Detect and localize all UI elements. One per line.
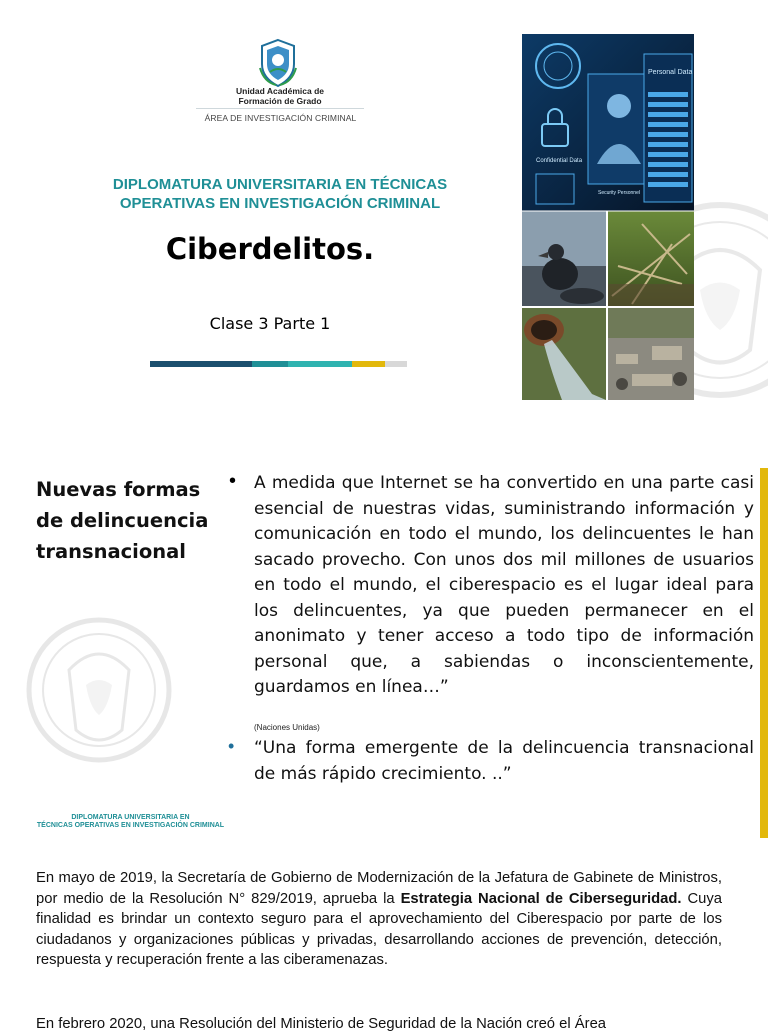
security-label: Security Personnel — [598, 190, 640, 196]
strategy-name: Estrategia Nacional de Ciberseguridad. — [400, 890, 682, 907]
source-note: (Naciones Unidas) — [254, 723, 320, 732]
slide-subtitle: Clase 3 Parte 1 — [209, 314, 331, 333]
org-name-line1: Unidad Académica de — [235, 86, 325, 96]
university-logo — [256, 38, 300, 88]
deforestation-image — [608, 211, 694, 306]
color-bar-segment — [352, 361, 385, 367]
accent-bar — [760, 468, 768, 838]
content-slide — [0, 440, 768, 860]
body-paragraph — [36, 868, 722, 971]
color-bar-segment — [288, 361, 352, 367]
trash-dump-image — [608, 308, 694, 400]
divider — [196, 108, 364, 109]
pipe-pollution-image — [522, 308, 606, 400]
slide-footer — [28, 814, 233, 830]
slide-title: Ciberdelitos. — [165, 232, 375, 266]
confidential-label: Confidential Data — [536, 158, 583, 164]
paragraph-text: Cuya finalidad es brindar un contexto seguro para el aprovechamiento del Ciberespacio por parte de los ciudadanos y organizaciones públicas y privadas, desarrollando acciones de prevención, detección, respuesta y recuperación frente a las ciberamenazas. — [36, 890, 722, 968]
bullet-text-1: A medida que Internet se ha convertido en una parte casi esencial de nuestras vidas, suministrando información y comunicación en todo el mundo, los delincuentes le han sacado provecho. Con unos dos mil millones de usuarios en todo el mundo, el ciberespacio es el lugar ideal para los delincuentes, ya que pueden permanecer en el anonimato y tener acceso a todo tipo de información personal que, a sabiendas o inconscientemente, guardamos en línea…” — [254, 473, 754, 697]
oil-spill-bird-image — [522, 211, 606, 306]
screen-label: Personal Data — [648, 69, 693, 76]
bullet-dot: • — [229, 470, 237, 492]
program-title-line1: DIPLOMATURA UNIVERSITARIA EN TÉCNICAS — [112, 176, 448, 193]
body-paragraph-2: En febrero 2020, una Resolución del Ministerio de Seguridad de la Nación creó el Área — [36, 1016, 607, 1032]
slide-heading-line3: transnacional — [36, 540, 186, 563]
slide-heading-line2: de delincuencia — [36, 509, 209, 532]
program-title-line2: OPERATIVAS EN INVESTIGACIÓN CRIMINAL — [119, 195, 441, 212]
program-title — [90, 175, 470, 213]
color-bar-segment — [252, 361, 288, 367]
color-bar-segment — [210, 361, 252, 367]
footer-line1: DIPLOMATURA UNIVERSITARIA EN — [71, 814, 190, 821]
bullet-text-2: “Una forma emergente de la delincuencia transnacional de más rápido crecimiento. ..” — [254, 738, 754, 784]
slide-heading — [36, 474, 236, 567]
cyber-security-image — [522, 34, 694, 211]
slide-heading-line1: Nuevas formas — [36, 478, 201, 501]
footer-line2: TÉCNICAS OPERATIVAS EN INVESTIGACIÓN CRIMINAL — [36, 822, 225, 829]
paragraph-text: En mayo de 2019, la Secretaría de Gobierno de Modernización de la Jefatura de Gabinete de Ministros, por medio de la Resolución N° 829/2019, aprueba la — [36, 870, 722, 907]
color-bar — [150, 361, 407, 367]
area-label: ÁREA DE INVESTIGACIÓN CRIMINAL — [204, 113, 357, 123]
university-seal-watermark — [24, 590, 174, 790]
color-bar-segment — [385, 361, 407, 367]
image-collage — [522, 34, 694, 400]
color-bar-segment — [150, 361, 210, 367]
bullet-dot: • — [228, 736, 235, 756]
cover-slide — [0, 0, 768, 440]
org-name-line2: Formación de Grado — [238, 96, 322, 106]
